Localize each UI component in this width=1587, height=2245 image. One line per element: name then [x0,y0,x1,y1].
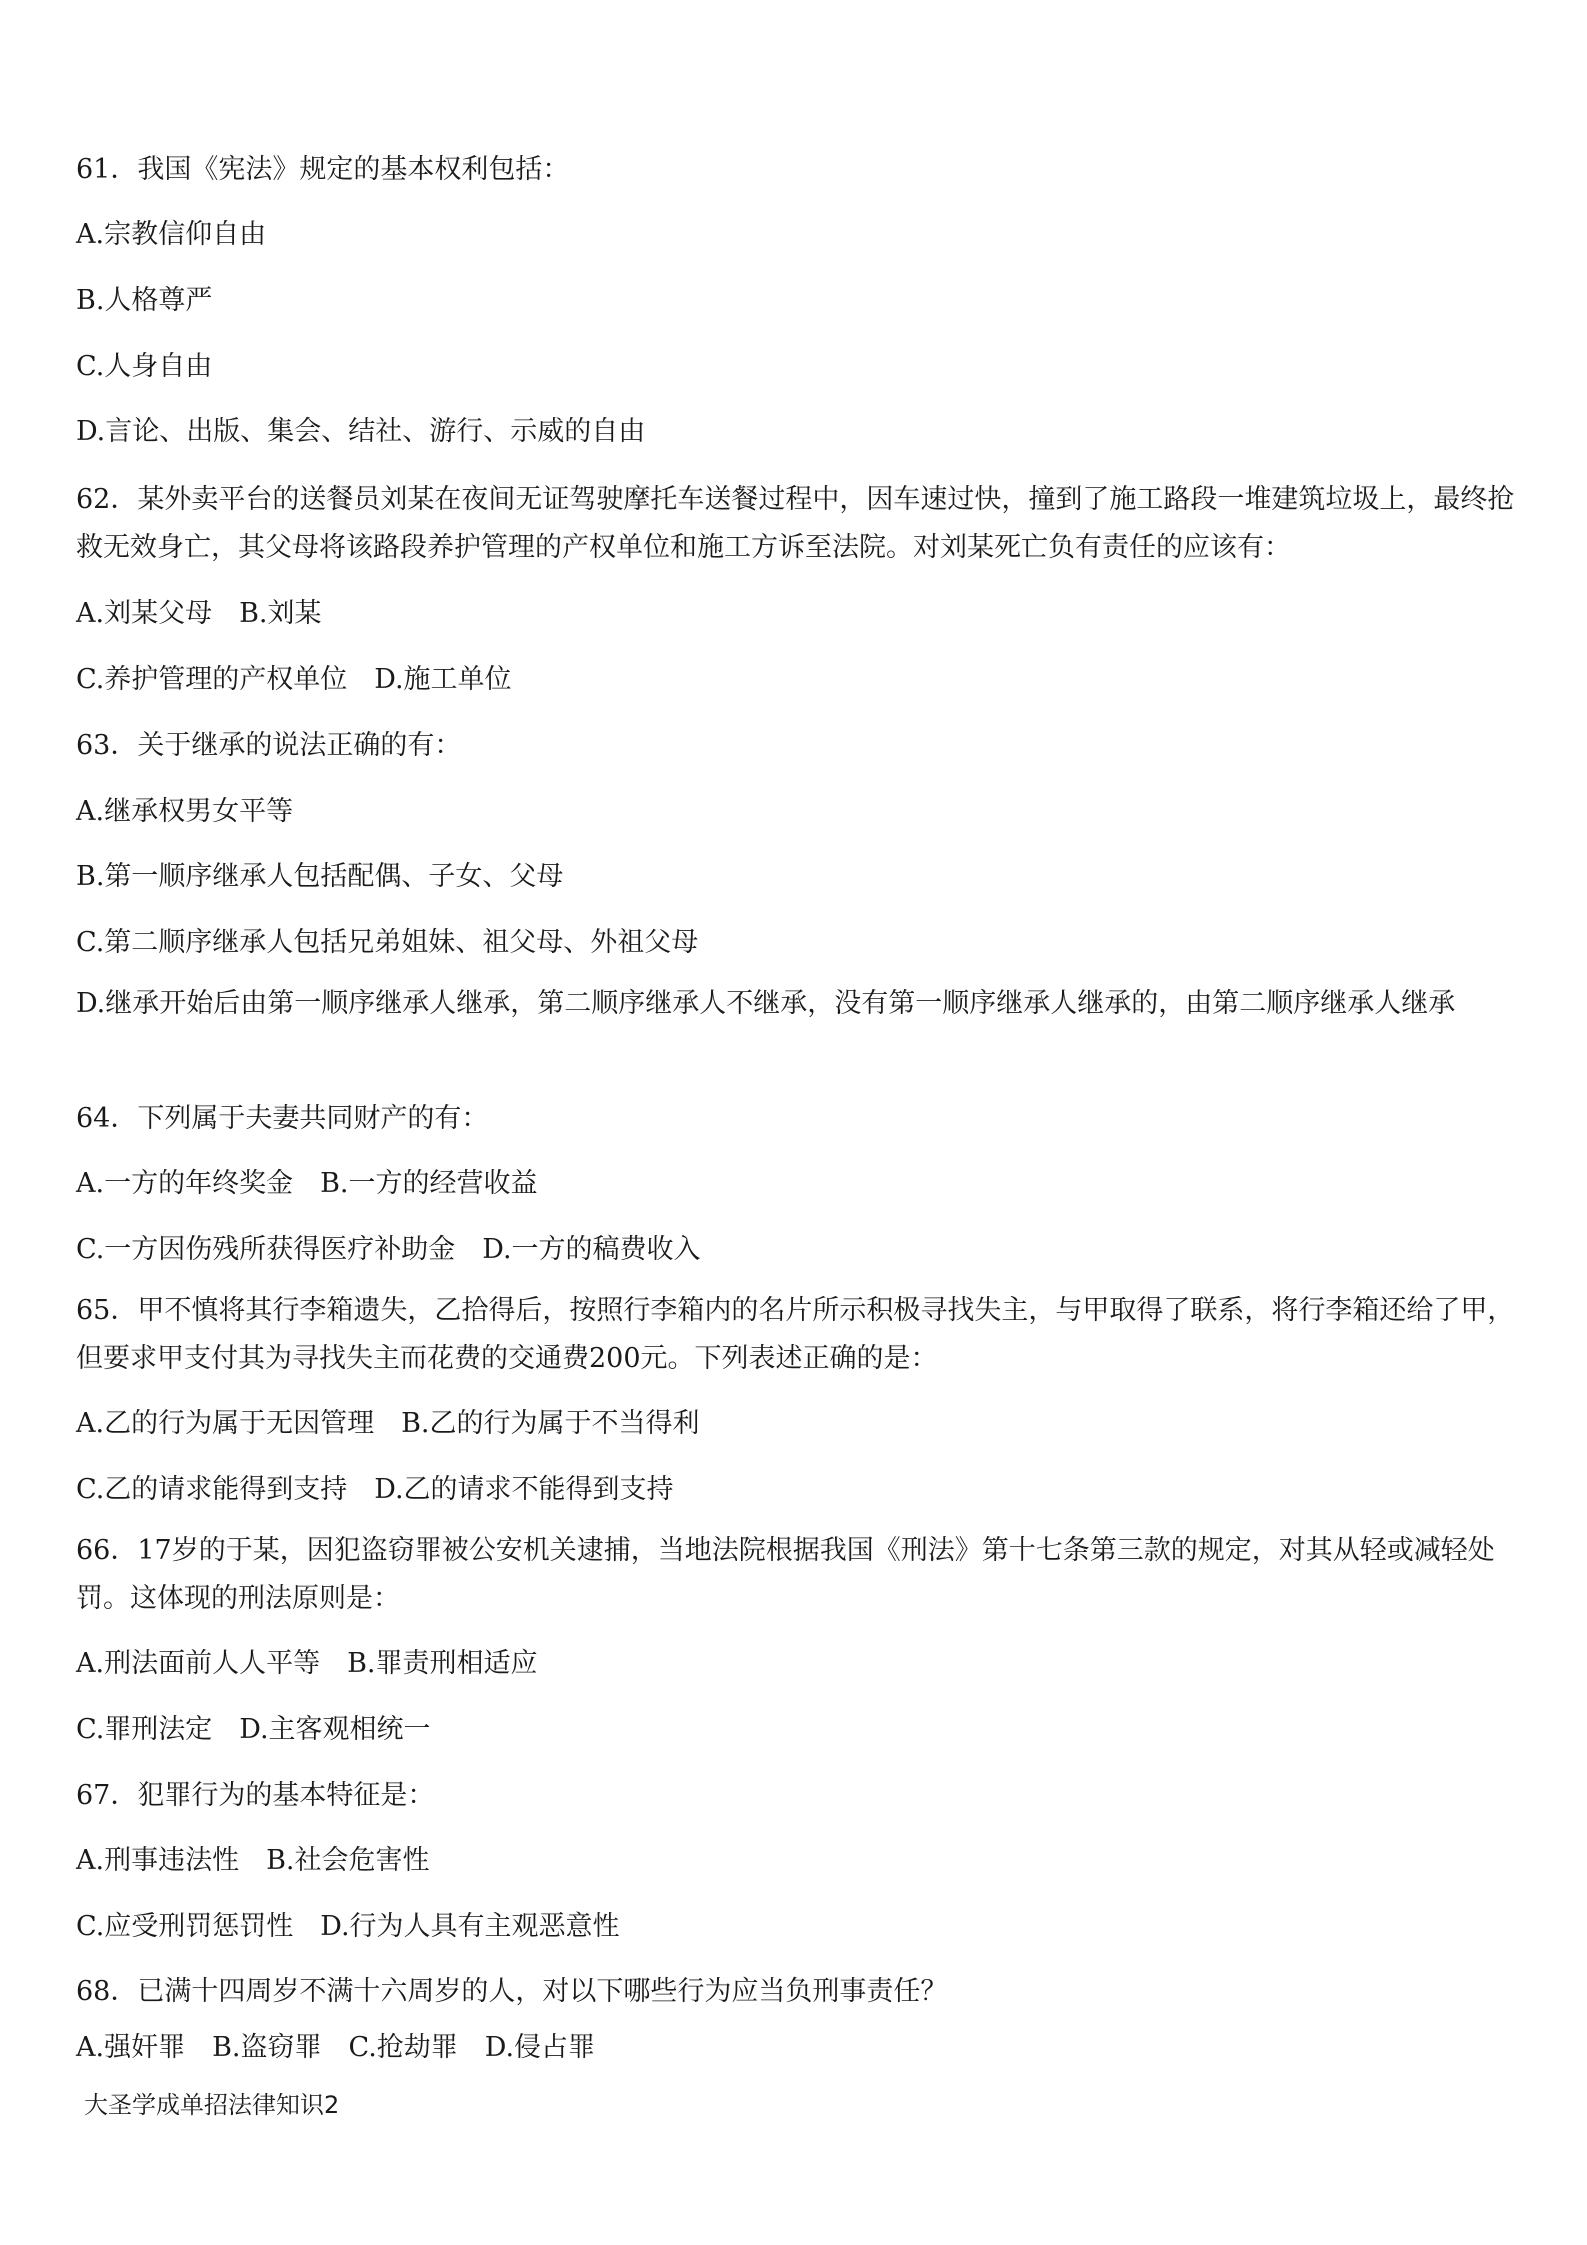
question-65-stem: 65．甲不慎将其行李箱遗失，乙拾得后，按照行李箱内的名片所示积极寻找失主，与甲取得了联系，将行李箱还给了甲，但要求甲支付其为寻找失主而花费的交通费200元。下列表述正确的是： [76,1295,1515,1374]
question-68-stem: 68．已满十四周岁不满十六周岁的人，对以下哪些行为应当负刑事责任？ [76,1976,948,2007]
question-63-option-d: D.继承开始后由第一顺序继承人继承，第二顺序继承人不继承，没有第一顺序继承人继承的，由第二顺序继承人继承 [76,988,1456,1019]
question-64-stem: 64．下列属于夫妻共同财产的有： [76,1103,489,1134]
question-63-stem: 63．关于继承的说法正确的有： [76,730,462,761]
question-67-stem: 67．犯罪行为的基本特征是： [76,1780,435,1811]
question-67-options-cd: C.应受刑罚惩罚性 D.行为人具有主观恶意性 [76,1911,620,1942]
question-65-options-cd: C.乙的请求能得到支持 D.乙的请求不能得到支持 [76,1474,674,1505]
question-63-option-b: B.第一顺序继承人包括配偶、子女、父母 [76,861,564,892]
question-61-stem: 61．我国《宪法》规定的基本权利包括： [76,154,570,185]
question-63-option-a: A.继承权男女平等 [76,796,294,827]
question-61-option-d: D.言论、出版、集会、结社、游行、示威的自由 [76,416,646,447]
question-66-options-cd: C.罪刑法定 D.主客观相统一 [76,1714,431,1745]
page-footer: 大圣学成单招法律知识2 [84,2091,340,2119]
question-61-option-a: A.宗教信仰自由 [76,219,267,250]
question-62-stem: 62．某外卖平台的送餐员刘某在夜间无证驾驶摩托车送餐过程中，因车速过快，撞到了施工路段一堆建筑垃圾上，最终抢救无效身亡，其父母将该路段养护管理的产权单位和施工方诉至法院。对刘某死亡负有责任的应该有： [76,484,1515,563]
question-66-stem: 66．17岁的于某，因犯盗窃罪被公安机关逮捕，当地法院根据我国《刑法》第十七条第三款的规定，对其从轻或减轻处罚。这体现的刑法原则是： [76,1535,1495,1614]
question-64-options-ab: A.一方的年终奖金 B.一方的经营收益 [76,1168,538,1199]
question-66-options-ab: A.刑法面前人人平等 B.罪责刑相适应 [76,1648,538,1679]
question-68-options: A.强奸罪 B.盗窃罪 C.抢劫罪 D.侵占罪 [76,2032,596,2063]
question-62-options-cd: C.养护管理的产权单位 D.施工单位 [76,664,512,695]
question-63-option-c: C.第二顺序继承人包括兄弟姐妹、祖父母、外祖父母 [76,927,699,958]
question-62-options-ab: A.刘某父母 B.刘某 [76,598,322,629]
question-67-options-ab: A.刑事违法性 B.社会危害性 [76,1845,430,1876]
question-65-options-ab: A.乙的行为属于无因管理 B.乙的行为属于不当得利 [76,1408,700,1439]
question-61-option-b: B.人格尊严 [76,285,213,316]
question-64-options-cd: C.一方因伤残所获得医疗补助金 D.一方的稿费收入 [76,1234,701,1265]
question-61-option-c: C.人身自由 [76,351,213,382]
